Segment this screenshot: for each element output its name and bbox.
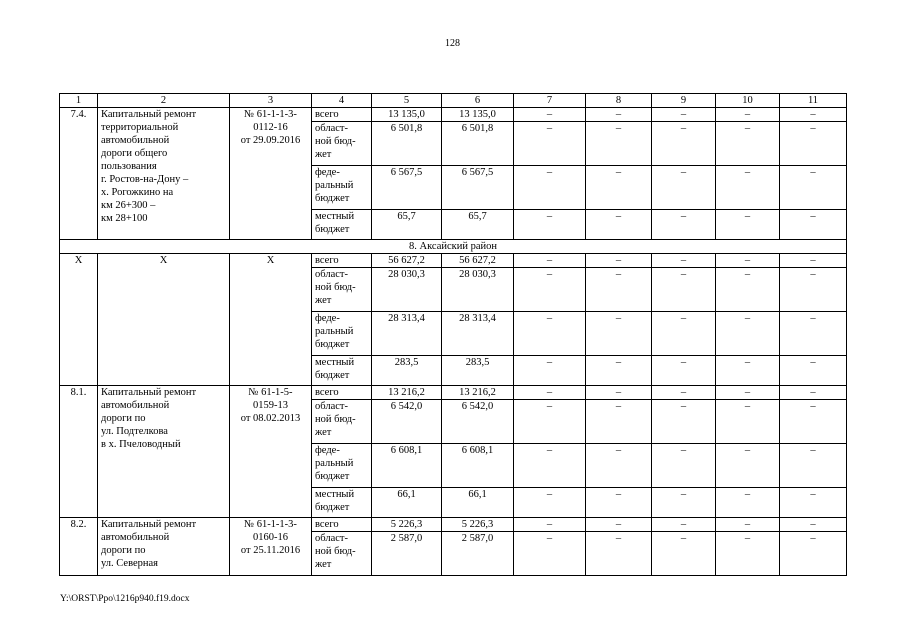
amount-col5: 13 135,0 [372,108,442,122]
amount-col5: 6 501,8 [372,122,442,166]
empty-value-dash: – [586,312,652,356]
empty-value-dash: – [586,400,652,444]
amount-col5: 66,1 [372,488,442,518]
empty-value-dash: – [652,312,716,356]
column-header: 10 [716,94,780,108]
amount-col5: 2 587,0 [372,532,442,576]
table-row [60,386,847,400]
row-index: 7.4. [60,108,98,240]
row-index: Х [60,254,98,386]
empty-value-dash: – [586,108,652,122]
funding-source: феде- ральный бюджет [312,166,372,210]
amount-col6: 6 501,8 [442,122,514,166]
footer-file-path: Y:\ORST\Ppo\1216p940.f19.docx [60,594,190,604]
section-title: 8. Аксайский район [60,240,847,254]
column-header: 11 [780,94,847,108]
object-description: Капитальный ремонт автомобильной дороги по ул. Северная [98,518,230,576]
document-reference: № 61-1-5- 0159-13 от 08.02.2013 [230,386,312,518]
empty-value-dash: – [780,532,847,576]
amount-col5: 56 627,2 [372,254,442,268]
empty-value-dash: – [586,488,652,518]
funding-source: област- ной бюд- жет [312,268,372,312]
document-reference: Х [230,254,312,386]
document-reference: № 61-1-1-3- 0160-16 от 25.11.2016 [230,518,312,576]
funding-source: всего [312,254,372,268]
empty-value-dash: – [652,166,716,210]
empty-value-dash: – [514,108,586,122]
empty-value-dash: – [780,356,847,386]
empty-value-dash: – [780,400,847,444]
amount-col6: 65,7 [442,210,514,240]
funding-source: област- ной бюд- жет [312,122,372,166]
empty-value-dash: – [586,254,652,268]
empty-value-dash: – [652,268,716,312]
empty-value-dash: – [586,166,652,210]
empty-value-dash: – [716,122,780,166]
funding-source: област- ной бюд- жет [312,532,372,576]
amount-col5: 65,7 [372,210,442,240]
table-row [60,108,847,122]
object-description: Капитальный ремонт автомобильной дороги по ул. Подтелкова в х. Пчеловодный [98,386,230,518]
section-row [60,240,847,254]
empty-value-dash: – [716,356,780,386]
empty-value-dash: – [586,444,652,488]
empty-value-dash: – [514,518,586,532]
empty-value-dash: – [716,400,780,444]
amount-col6: 6 567,5 [442,166,514,210]
amount-col5: 283,5 [372,356,442,386]
column-header: 7 [514,94,586,108]
empty-value-dash: – [716,518,780,532]
empty-value-dash: – [780,386,847,400]
empty-value-dash: – [652,210,716,240]
empty-value-dash: – [586,210,652,240]
empty-value-dash: – [514,444,586,488]
empty-value-dash: – [780,488,847,518]
empty-value-dash: – [716,312,780,356]
column-header: 6 [442,94,514,108]
empty-value-dash: – [514,312,586,356]
empty-value-dash: – [780,268,847,312]
object-description: Капитальный ремонт территориальной автомобильной дороги общего пользования г. Ростов-на-Дону – х. Рогожкино на км 26+300 – км 28+100 [98,108,230,240]
empty-value-dash: – [652,122,716,166]
empty-value-dash: – [586,268,652,312]
budget-table [59,93,847,576]
funding-source: местный бюджет [312,488,372,518]
document-reference: № 61-1-1-3- 0112-16 от 29.09.2016 [230,108,312,240]
empty-value-dash: – [780,312,847,356]
table-row [60,518,847,532]
empty-value-dash: – [586,386,652,400]
empty-value-dash: – [652,444,716,488]
column-header: 8 [586,94,652,108]
empty-value-dash: – [586,122,652,166]
amount-col6: 28 030,3 [442,268,514,312]
amount-col5: 13 216,2 [372,386,442,400]
empty-value-dash: – [652,400,716,444]
amount-col6: 13 216,2 [442,386,514,400]
funding-source: местный бюджет [312,210,372,240]
empty-value-dash: – [586,356,652,386]
row-index: 8.1. [60,386,98,518]
amount-col6: 28 313,4 [442,312,514,356]
page-number: 128 [445,38,460,49]
amount-col5: 6 542,0 [372,400,442,444]
empty-value-dash: – [586,518,652,532]
funding-source: всего [312,108,372,122]
empty-value-dash: – [716,210,780,240]
empty-value-dash: – [780,210,847,240]
empty-value-dash: – [716,488,780,518]
empty-value-dash: – [780,254,847,268]
amount-col6: 66,1 [442,488,514,518]
empty-value-dash: – [716,444,780,488]
amount-col5: 28 030,3 [372,268,442,312]
empty-value-dash: – [652,488,716,518]
column-header: 9 [652,94,716,108]
amount-col6: 2 587,0 [442,532,514,576]
amount-col6: 283,5 [442,356,514,386]
row-index: 8.2. [60,518,98,576]
empty-value-dash: – [652,386,716,400]
empty-value-dash: – [652,356,716,386]
amount-col6: 6 608,1 [442,444,514,488]
amount-col6: 6 542,0 [442,400,514,444]
empty-value-dash: – [780,108,847,122]
column-header: 5 [372,94,442,108]
funding-source: всего [312,518,372,532]
empty-value-dash: – [514,356,586,386]
empty-value-dash: – [716,108,780,122]
amount-col5: 28 313,4 [372,312,442,356]
funding-source: всего [312,386,372,400]
empty-value-dash: – [586,532,652,576]
empty-value-dash: – [780,518,847,532]
empty-value-dash: – [514,532,586,576]
amount-col6: 13 135,0 [442,108,514,122]
header-row [60,94,847,108]
empty-value-dash: – [514,386,586,400]
amount-col5: 6 608,1 [372,444,442,488]
empty-value-dash: – [780,444,847,488]
empty-value-dash: – [780,122,847,166]
empty-value-dash: – [652,108,716,122]
column-header: 4 [312,94,372,108]
empty-value-dash: – [514,166,586,210]
empty-value-dash: – [514,210,586,240]
column-header: 1 [60,94,98,108]
empty-value-dash: – [514,122,586,166]
empty-value-dash: – [652,254,716,268]
funding-source: местный бюджет [312,356,372,386]
empty-value-dash: – [716,386,780,400]
table-row [60,254,847,268]
column-header: 2 [98,94,230,108]
empty-value-dash: – [514,488,586,518]
empty-value-dash: – [514,268,586,312]
amount-col6: 5 226,3 [442,518,514,532]
object-description: Х [98,254,230,386]
funding-source: феде- ральный бюджет [312,444,372,488]
empty-value-dash: – [652,518,716,532]
amount-col5: 5 226,3 [372,518,442,532]
empty-value-dash: – [514,400,586,444]
empty-value-dash: – [514,254,586,268]
amount-col5: 6 567,5 [372,166,442,210]
amount-col6: 56 627,2 [442,254,514,268]
funding-source: феде- ральный бюджет [312,312,372,356]
empty-value-dash: – [652,532,716,576]
empty-value-dash: – [716,268,780,312]
empty-value-dash: – [716,254,780,268]
funding-source: област- ной бюд- жет [312,400,372,444]
empty-value-dash: – [780,166,847,210]
empty-value-dash: – [716,166,780,210]
column-header: 3 [230,94,312,108]
empty-value-dash: – [716,532,780,576]
